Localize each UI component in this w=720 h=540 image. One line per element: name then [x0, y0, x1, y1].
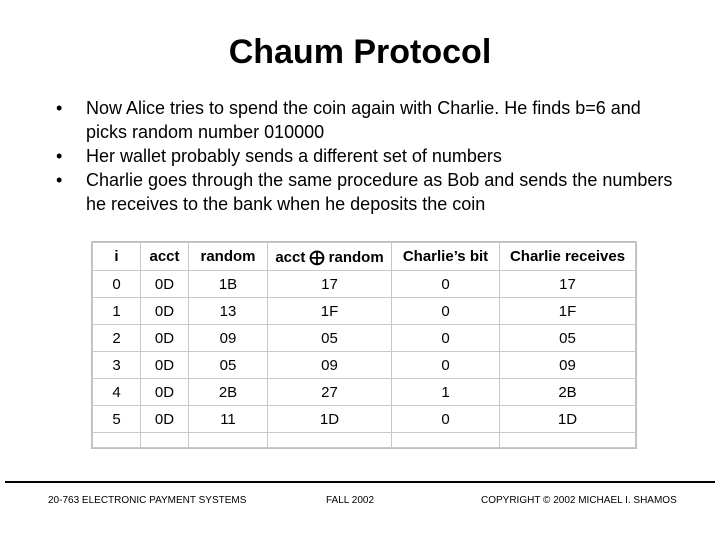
cell-receives: 09: [500, 352, 636, 379]
cell-acct: 0D: [141, 379, 189, 406]
footer-copyright: COPYRIGHT © 2002 MICHAEL I. SHAMOS: [481, 495, 677, 506]
cell-random: 13: [189, 298, 268, 325]
spacer-cell: [268, 433, 392, 448]
spacer-cell: [500, 433, 636, 448]
header-charlies-bit: Charlie’s bit: [392, 243, 500, 271]
cell-xor: 17: [268, 271, 392, 298]
coin-values-table: [92, 242, 636, 448]
table-row: [93, 325, 636, 352]
spacer-cell: [189, 433, 268, 448]
table-spacer-row: [93, 433, 636, 448]
cell-i: 4: [93, 379, 141, 406]
bullet-item: [56, 144, 676, 168]
cell-i: 3: [93, 352, 141, 379]
table-row: [93, 406, 636, 433]
spacer-cell: [93, 433, 141, 448]
bullet-item: [56, 168, 676, 216]
cell-xor: 09: [268, 352, 392, 379]
cell-receives: 17: [500, 271, 636, 298]
cell-random: 05: [189, 352, 268, 379]
cell-receives: 2B: [500, 379, 636, 406]
header-acct-xor-random: acct ⨁ random: [268, 243, 392, 271]
header-charlie-receives: Charlie receives: [500, 243, 636, 271]
cell-random: 2B: [189, 379, 268, 406]
cell-xor: 1F: [268, 298, 392, 325]
table-row: [93, 271, 636, 298]
cell-random: 09: [189, 325, 268, 352]
slide-title: Chaum Protocol: [228, 33, 492, 71]
cell-i: 1: [93, 298, 141, 325]
table-header-row: [93, 243, 636, 271]
cell-acct: 0D: [141, 271, 189, 298]
cell-i: 2: [93, 325, 141, 352]
cell-random: 11: [189, 406, 268, 433]
cell-receives: 1D: [500, 406, 636, 433]
spacer-cell: [392, 433, 500, 448]
table-row: [93, 352, 636, 379]
cell-acct: 0D: [141, 352, 189, 379]
cell-i: 5: [93, 406, 141, 433]
cell-bit: 1: [392, 379, 500, 406]
header-random: random: [189, 243, 268, 271]
bullet-text: Now Alice tries to spend the coin again with Charlie. He finds b=6 and picks random number 010000: [86, 98, 641, 142]
bullet-marker: •: [56, 146, 63, 166]
cell-i: 0: [93, 271, 141, 298]
cell-random: 1B: [189, 271, 268, 298]
bullet-text: Her wallet probably sends a different set of numbers: [86, 146, 502, 166]
cell-bit: 0: [392, 406, 500, 433]
bullet-text: Charlie goes through the same procedure as Bob and sends the numbers he receives to the bank when he deposits the coin: [86, 170, 673, 214]
cell-acct: 0D: [141, 406, 189, 433]
bullet-marker: •: [56, 98, 63, 118]
footer-term: FALL 2002: [326, 495, 375, 506]
cell-bit: 0: [392, 271, 500, 298]
cell-xor: 1D: [268, 406, 392, 433]
header-i: i: [93, 243, 141, 271]
spacer-cell: [141, 433, 189, 448]
table-row: [93, 379, 636, 406]
cell-xor: 27: [268, 379, 392, 406]
table-row: [93, 298, 636, 325]
cell-xor: 05: [268, 325, 392, 352]
cell-receives: 05: [500, 325, 636, 352]
cell-bit: 0: [392, 352, 500, 379]
cell-acct: 0D: [141, 298, 189, 325]
cell-acct: 0D: [141, 325, 189, 352]
bullet-item: [56, 96, 676, 144]
header-acct: acct: [141, 243, 189, 271]
cell-bit: 0: [392, 298, 500, 325]
bullet-list: [56, 96, 676, 216]
footer-divider: [5, 481, 715, 483]
footer-course: 20-763 ELECTRONIC PAYMENT SYSTEMS: [48, 495, 247, 506]
cell-receives: 1F: [500, 298, 636, 325]
bullet-marker: •: [56, 170, 63, 190]
cell-bit: 0: [392, 325, 500, 352]
